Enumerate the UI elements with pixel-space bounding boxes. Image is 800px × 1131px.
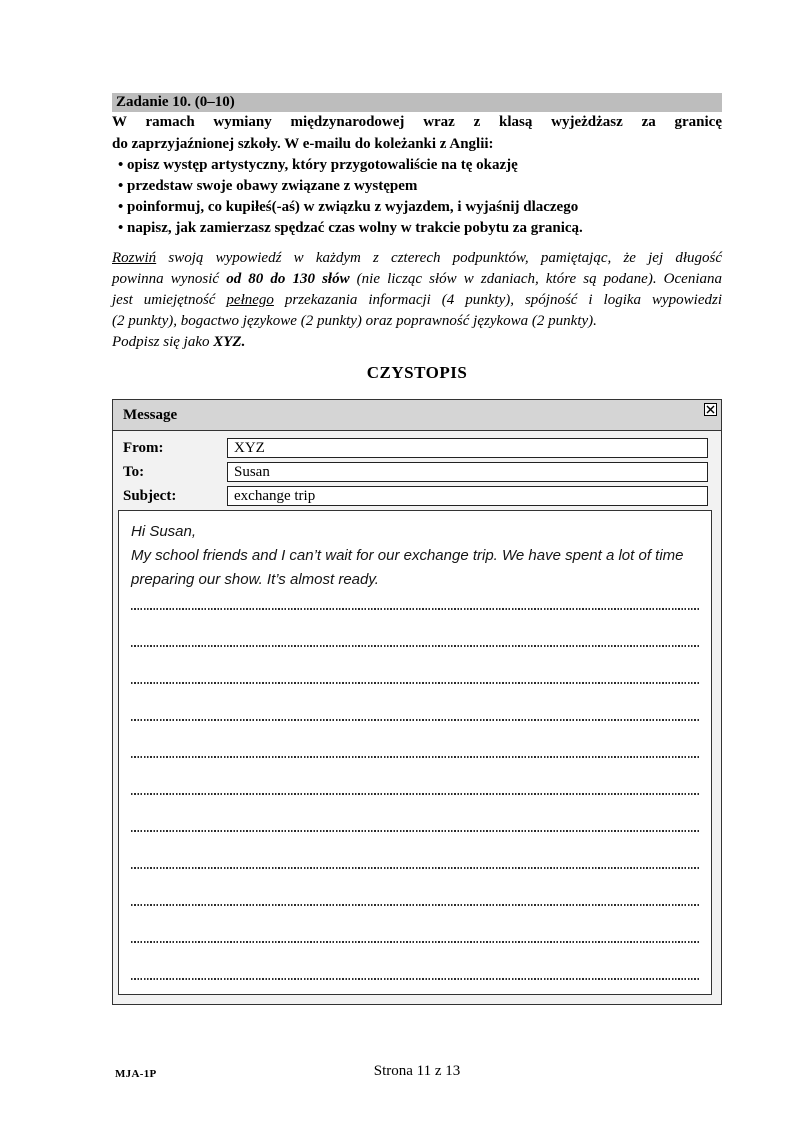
task-bullet-list [112, 155, 722, 239]
to-row [113, 460, 721, 484]
writing-line [131, 682, 699, 684]
writing-line [131, 645, 699, 647]
writing-line [131, 830, 699, 832]
message-header-fields [113, 436, 721, 508]
writing-line [131, 756, 699, 758]
bullet-text-2: przedstaw swoje obawy związane z występem [127, 178, 418, 194]
from-field[interactable]: XYZ [227, 438, 708, 458]
writing-line [131, 608, 699, 610]
bullet-icon: • [118, 157, 124, 173]
body-opening-text: My school friends and I can’t wait for our exchange trip. We have spent a lot of time preparing our show. It’s almost ready. [131, 547, 684, 588]
window-title: Message [123, 407, 178, 423]
writing-line [131, 904, 699, 906]
scoring-instructions [112, 248, 722, 353]
writing-line [131, 941, 699, 943]
bullet-item-1 [112, 155, 722, 176]
writing-line [131, 978, 699, 980]
writing-line [131, 793, 699, 795]
writing-line [131, 719, 699, 721]
bullet-text-3: poinformuj, co kupiłeś(-aś) w związku z wyjazdem, i wyjaśnij dlaczego [127, 199, 579, 215]
instructions-line-1: Rozwiń swoją wypowiedź w każdym z czterech podpunktów, pamiętając, że jej długość [112, 250, 722, 266]
from-label: From: [123, 439, 164, 456]
message-body-area[interactable] [118, 510, 712, 995]
subject-label: Subject: [123, 487, 177, 504]
message-window [112, 399, 722, 1005]
sign-as-line: Podpisz się jako XYZ. [112, 334, 246, 350]
bullet-item-2 [112, 176, 722, 197]
instructions-line-3: jest umiejętność pełnego przekazania informacji (4 punkty), spójność i logika wypowiedzi [112, 292, 723, 308]
close-button[interactable] [704, 403, 717, 416]
bullet-item-3 [112, 197, 722, 218]
to-field[interactable]: Susan [227, 462, 708, 482]
writing-line [131, 867, 699, 869]
bullet-text-4: napisz, jak zamierzasz spędzać czas wolny w trakcie pobytu za granicą. [127, 220, 583, 236]
task-intro-line2: do zaprzyjaźnionej szkoły. W e-mailu do koleżanki z Anglii: [112, 135, 494, 152]
exam-content [112, 93, 722, 1005]
exam-code: MJA-1P [115, 1068, 157, 1080]
instructions-line-4: (2 punkty), bogactwo językowe (2 punkty) oraz poprawność językowa (2 punkty). [112, 313, 597, 329]
bullet-text-1: opisz występ artystyczny, który przygotowaliście na tę okazję [127, 157, 518, 173]
page-number: Strona 11 z 13 [373, 1063, 461, 1079]
task-number-header: Zadanie 10. (0–10) [112, 93, 722, 112]
bullet-icon: • [118, 220, 124, 236]
from-row [113, 436, 721, 460]
bullet-item-4 [112, 218, 722, 239]
bullet-icon: • [118, 178, 124, 194]
body-greeting: Hi Susan, [131, 523, 197, 540]
subject-row [113, 484, 721, 508]
message-window-titlebar [113, 400, 721, 431]
cleancopy-title: CZYSTOPIS [366, 363, 468, 382]
to-label: To: [123, 463, 145, 480]
close-icon [706, 405, 715, 414]
subject-field[interactable]: exchange trip [227, 486, 708, 506]
instructions-line-2: powinna wynosić od 80 do 130 słów (nie licząc słów w zdaniach, które są podane). Oceniana [112, 271, 722, 287]
bullet-icon: • [118, 199, 124, 215]
task-intro-line1: W ramach wymiany międzynarodowej wraz z klasą wyjeżdżasz za granicę [112, 114, 722, 130]
writing-lines [131, 608, 699, 980]
